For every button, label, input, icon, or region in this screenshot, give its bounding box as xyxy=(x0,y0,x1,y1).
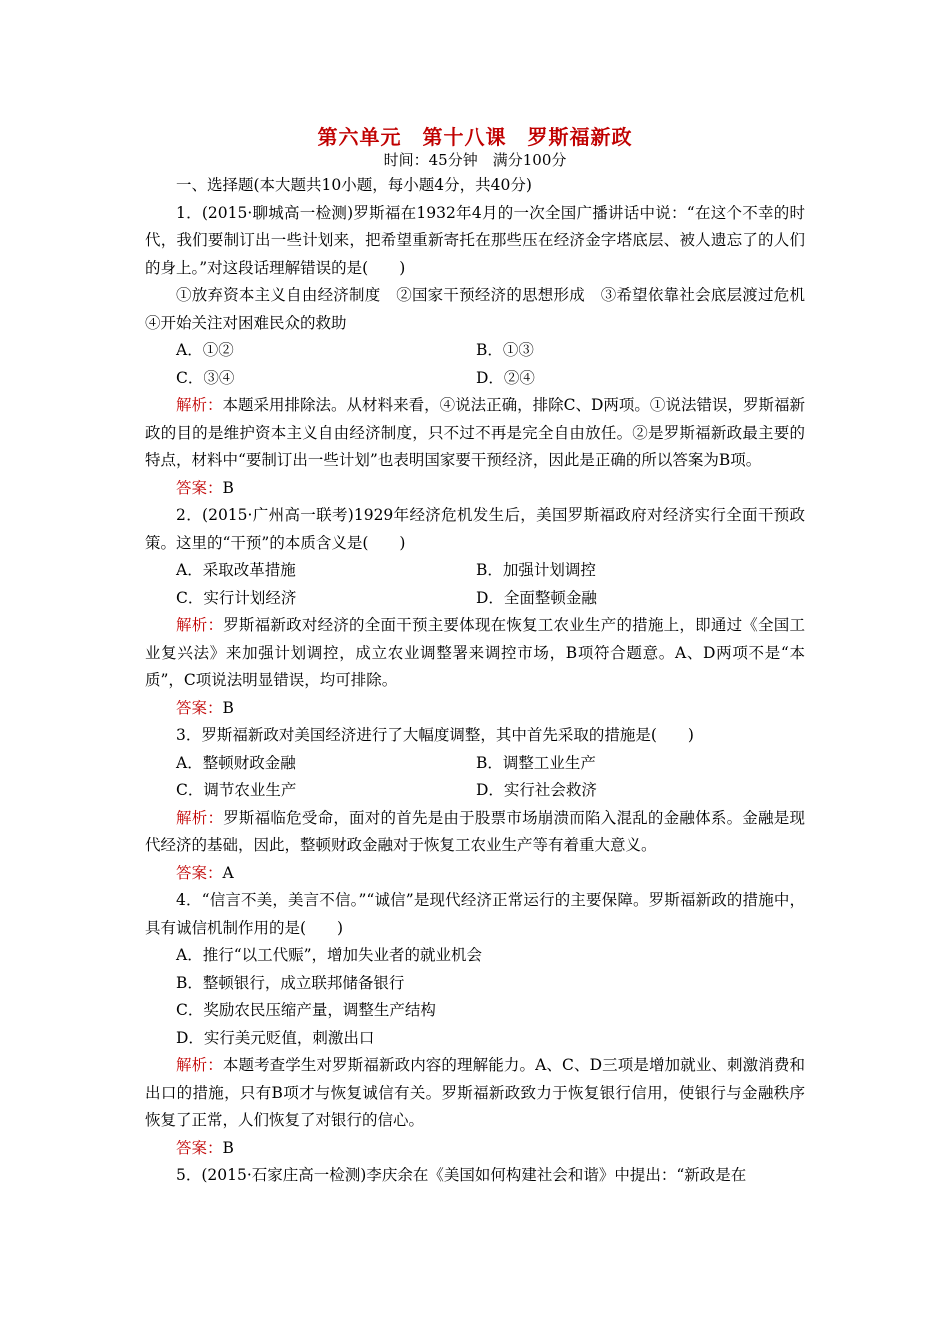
answer-label: 答案： xyxy=(176,863,223,882)
option-d: D．②④ xyxy=(476,368,535,387)
page-subtitle: 时间：45分钟 满分100分 xyxy=(383,151,567,169)
answer-label: 答案： xyxy=(176,1138,223,1157)
option-c: C．奖励农民压缩产量，调整生产结构 xyxy=(176,1001,436,1019)
option-c: C．实行计划经济 xyxy=(176,588,297,607)
question-3-options-row-2 xyxy=(145,777,805,805)
analysis-text: 罗斯福临危受命，面对的首先是由于股票市场崩溃而陷入混乱的金融体系。金融是现代经济的基础，因此，整顿财政金融对于恢复工农业生产等有着重大意义。 xyxy=(145,808,805,854)
analysis-text: 本题采用排除法。从材料来看，④说法正确，排除C、D两项。①说法错误，罗斯福新政的目的是维护资本主义自由经济制度，只不过不再是完全自由放任。②是罗斯福新政最主要的特点，材料中“要制订出一些计划”也表明国家要干预经济，因此是正确的所以答案为B项。 xyxy=(145,396,805,469)
section-heading: 一、选择题(本大题共10小题，每小题4分，共40分) xyxy=(176,176,532,194)
question-2-analysis xyxy=(145,612,805,695)
answer-value: B xyxy=(222,1138,234,1157)
question-3-analysis xyxy=(145,805,805,860)
option-a: A．推行“以工代赈”，增加失业者的就业机会 xyxy=(176,946,483,964)
answer-value: B xyxy=(222,698,234,717)
answer-value: A xyxy=(222,863,234,882)
question-1-stem: 1．(2015·聊城高一检测)罗斯福在1932年4月的一次全国广播讲话中说：“在这个不幸的时代，我们要制订出一些计划来，把希望重新寄托在那些压在经济金字塔底层、被人遗忘了的人们的身上。”对这段话理解错误的是( ) xyxy=(145,203,805,277)
option-a: A．采取改革措施 xyxy=(176,561,296,579)
question-2-options-row-1 xyxy=(145,557,805,585)
option-a: A．整顿财政金融 xyxy=(176,753,296,772)
option-d: D．实行社会救济 xyxy=(476,781,597,799)
question-1-items: ①放弃资本主义自由经济制度 ②国家干预经济的思想形成 ③希望依靠社会底层渡过危机 ④开始关注对困难民众的救助 xyxy=(145,286,821,332)
question-3-answer xyxy=(145,860,805,888)
option-d: D．全面整顿金融 xyxy=(476,588,597,607)
analysis-label: 解析： xyxy=(176,616,224,634)
question-1-analysis xyxy=(145,392,805,475)
answer-label: 答案： xyxy=(176,478,223,497)
page-title: 第六单元 第十八课 罗斯福新政 xyxy=(317,125,633,149)
question-2-options-row-2 xyxy=(145,585,805,613)
question-1-options-row-1 xyxy=(145,337,805,365)
option-b: B．①③ xyxy=(476,341,534,359)
answer-value: B xyxy=(222,478,234,497)
analysis-label: 解析： xyxy=(176,396,223,414)
question-2-answer xyxy=(145,695,805,723)
option-d: D．实行美元贬值，刺激出口 xyxy=(176,1028,375,1047)
analysis-label: 解析： xyxy=(176,1056,223,1074)
option-b: B．调整工业生产 xyxy=(476,753,596,772)
question-5-stem: 5．(2015·石家庄高一检测)李庆余在《美国如何构建社会和谐》中提出：“新政是在 xyxy=(176,1166,747,1184)
answer-label: 答案： xyxy=(176,698,223,717)
analysis-label: 解析： xyxy=(176,808,224,827)
option-b: B．整顿银行，成立联邦储备银行 xyxy=(176,973,405,992)
question-1-options-row-2 xyxy=(145,365,805,393)
option-c: C．③④ xyxy=(176,368,235,387)
analysis-text: 罗斯福新政对经济的全面干预主要体现在恢复工农业生产的措施上，即通过《全国工业复兴法》来加强计划调控，成立农业调整署来调控市场，B项符合题意。A、D两项不是“本质”，C项说法明显错误，均可排除。 xyxy=(145,616,805,689)
analysis-text: 本题考查学生对罗斯福新政内容的理解能力。A、C、D三项是增加就业、刺激消费和出口的措施，只有B项才与恢复诚信有关。罗斯福新政致力于恢复银行信用，使银行与金融秩序恢复了正常，人们恢复了对银行的信心。 xyxy=(145,1056,805,1129)
question-3-stem: 3．罗斯福新政对美国经济进行了大幅度调整，其中首先采取的措施是( ) xyxy=(176,726,694,744)
option-c: C．调节农业生产 xyxy=(176,781,297,799)
document-body xyxy=(145,172,821,1190)
question-4-analysis xyxy=(145,1052,805,1135)
question-4-answer xyxy=(145,1135,805,1163)
question-3-options-row-1 xyxy=(145,750,805,778)
option-a: A．①② xyxy=(176,341,234,359)
question-2-stem: 2．(2015·广州高一联考)1929年经济危机发生后，美国罗斯福政府对经济实行全面干预政策。这里的“干预”的本质含义是( ) xyxy=(145,506,805,552)
option-b: B．加强计划调控 xyxy=(476,561,596,579)
question-1-answer xyxy=(145,475,805,503)
question-4-stem: 4．“信言不美，美言不信。”“诚信”是现代经济正常运行的主要保障。罗斯福新政的措施中，具有诚信机制作用的是( ) xyxy=(145,891,805,937)
